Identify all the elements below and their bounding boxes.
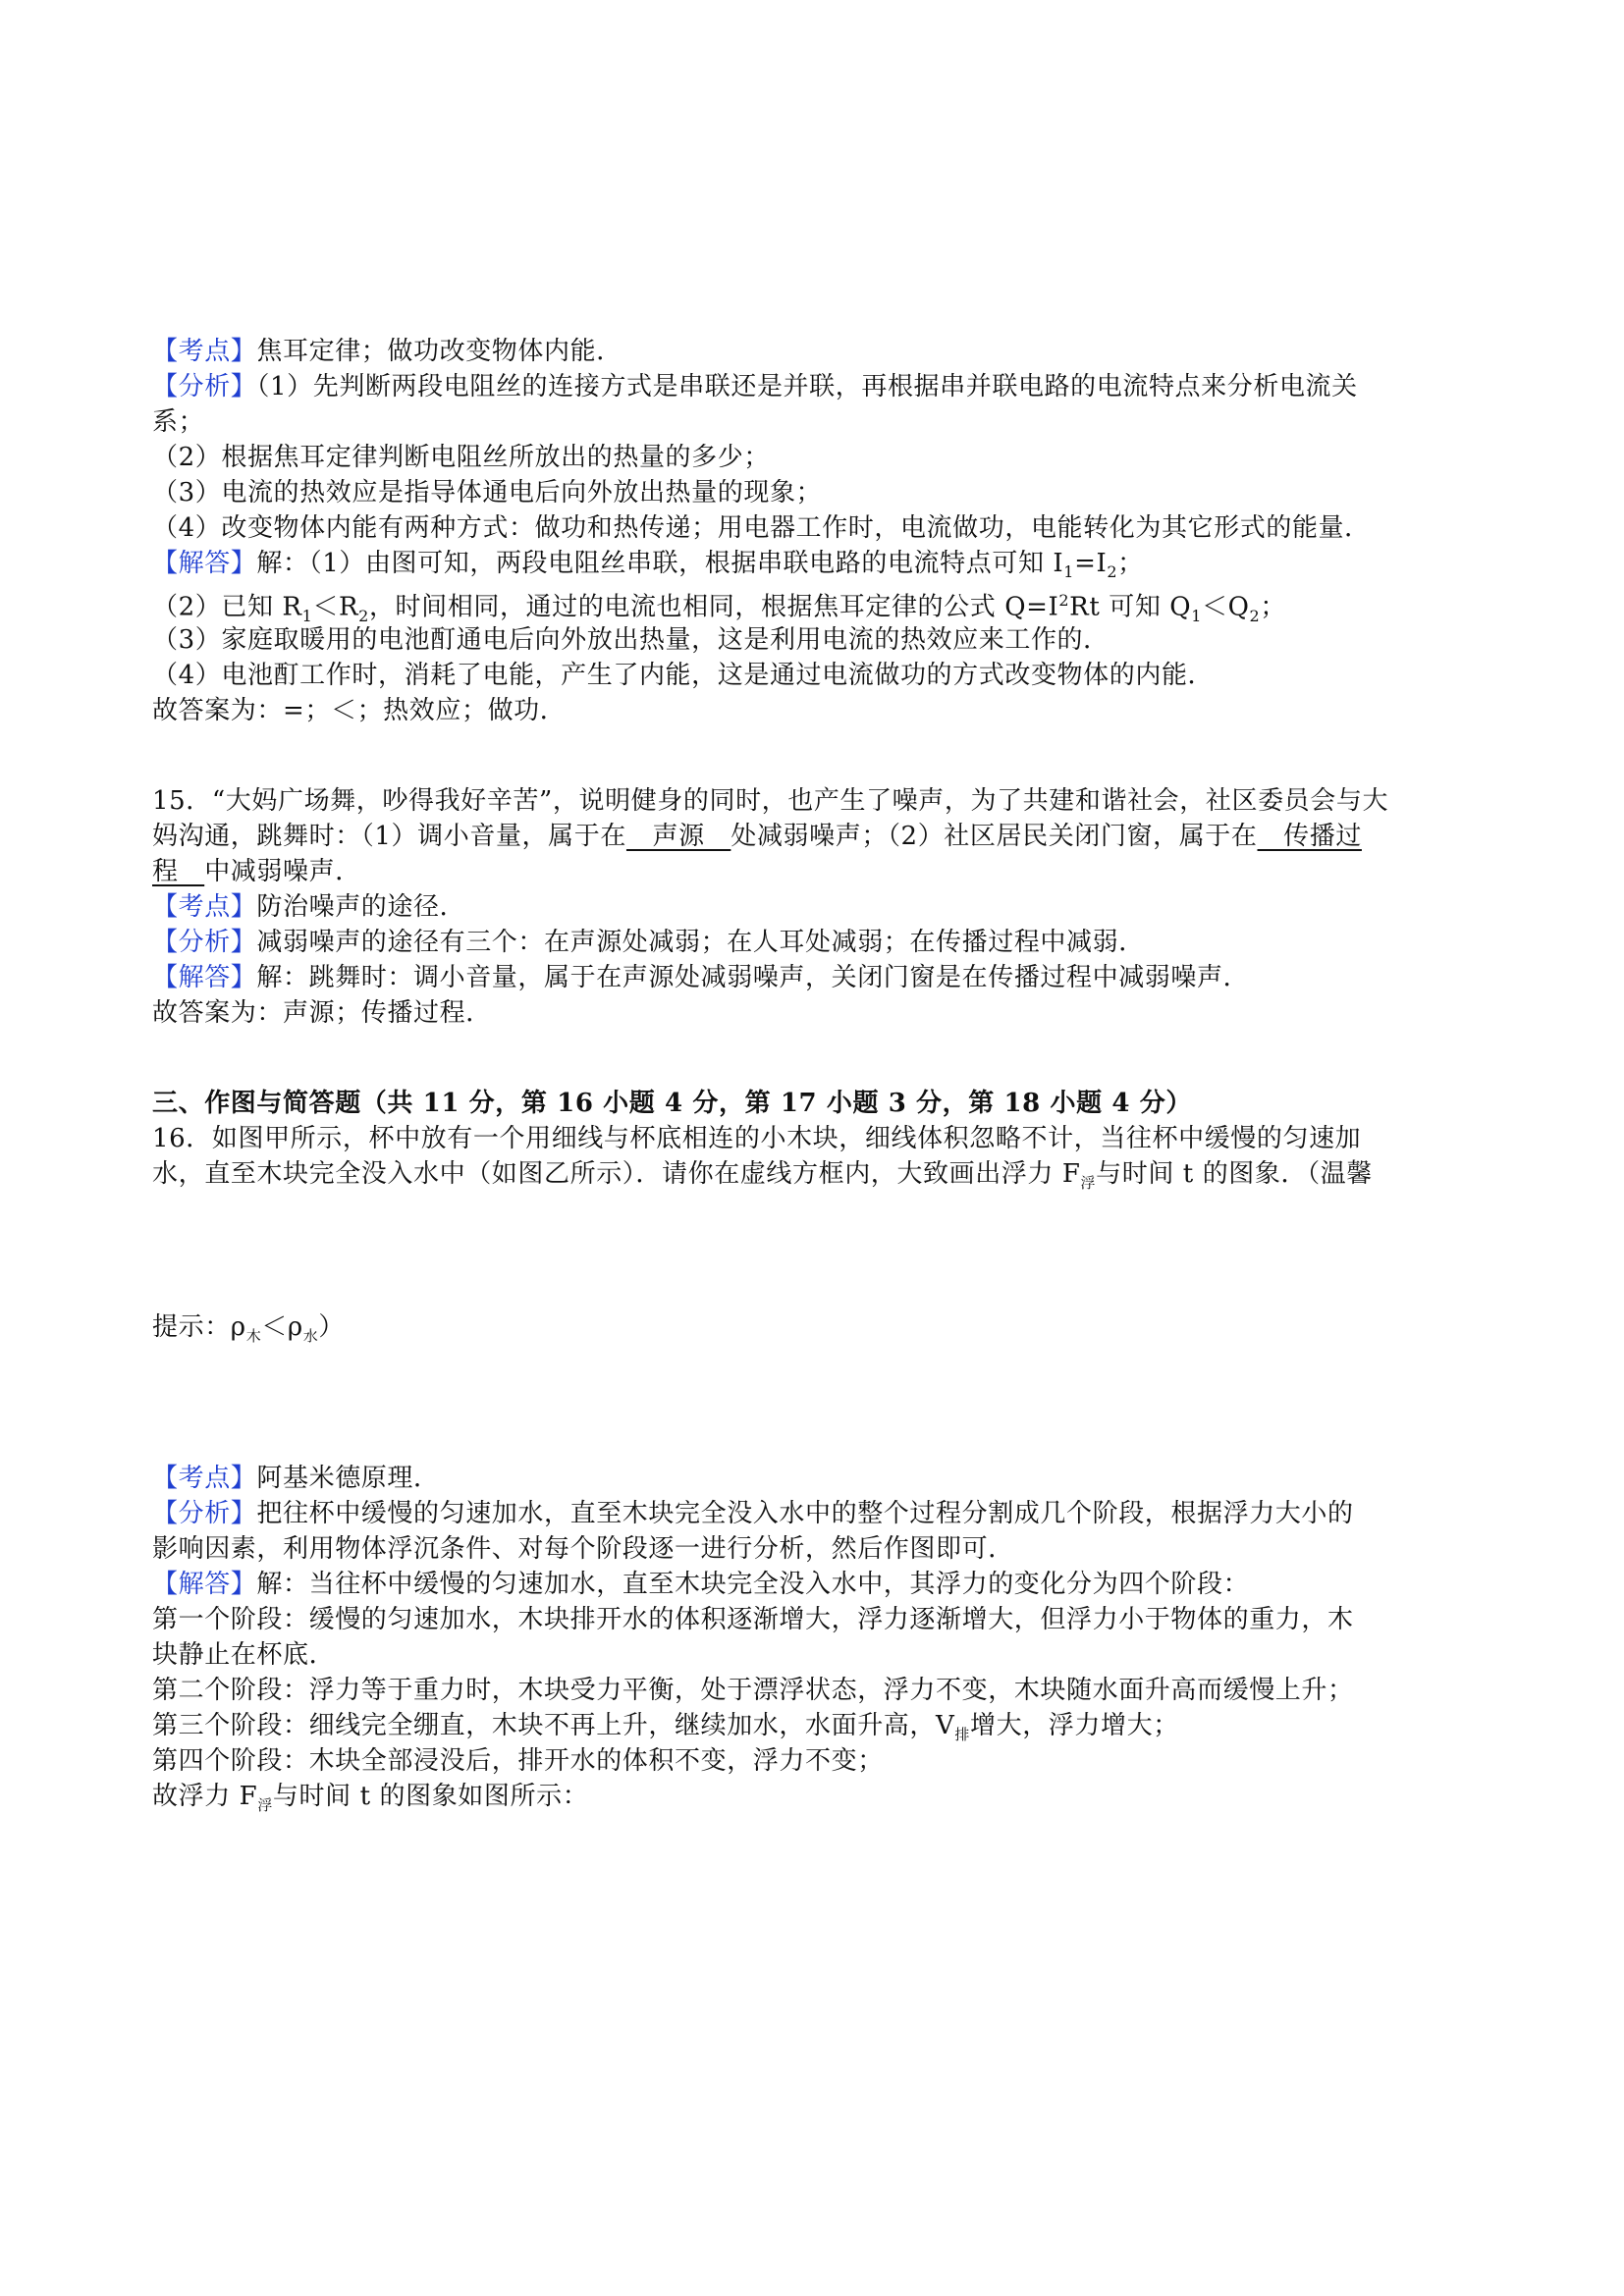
fenxi-tag: 【分析】 xyxy=(152,372,257,401)
q16-stage-4: 第四个阶段：木块全部浸没后，排开水的体积不变，浮力不变； xyxy=(152,1746,884,1776)
q15-stem-1: 15．“大妈广场舞，吵得我好辛苦”，说明健身的同时，也产生了噪声，为了共建和谐社会，社区委员会与大 xyxy=(152,786,1389,816)
q16-jieda: 【解答】解：当往杯中缓慢的匀速加水，直至木块完全没入水中，其浮力的变化分为四个阶段： xyxy=(152,1570,1250,1599)
q14-fenxi-3: （3）电流的热效应是指导体通电后向外放出热量的现象； xyxy=(152,478,823,507)
q15-stem-2: 妈沟通，跳舞时：（1）调小音量，属于在 声源 处减弱噪声；（2）社区居民关闭门窗，属于在 传播过 xyxy=(152,822,1362,851)
q14-fenxi-4: （4）改变物体内能有两种方式：做功和热传递；用电器工作时，电流做功，电能转化为其它形式的能量． xyxy=(152,513,1371,543)
jieda-tag: 【解答】 xyxy=(152,963,257,992)
q14-jieda-3: （3）家庭取暖用的电池酊通电后向外放出热量，这是利用电流的热效应来工作的． xyxy=(152,625,1110,655)
q15-answer: 故答案为：声源；传播过程． xyxy=(152,998,492,1028)
section-3-heading: 三、作图与简答题（共 11 分，第 16 小题 4 分，第 17 小题 3 分，第 18 小题 4 分） xyxy=(152,1089,1192,1118)
jieda-tag: 【解答】 xyxy=(152,1570,257,1599)
q15-jieda: 【解答】解：跳舞时：调小音量，属于在声源处减弱噪声，关闭门窗是在传播过程中减弱噪声． xyxy=(152,963,1250,992)
kaodian-tag: 【考点】 xyxy=(152,1464,257,1493)
q16-stage-3: 第三个阶段：细线完全绷直，木块不再上升，继续加水，水面升高，$V_排$增大，浮力增大； xyxy=(152,1711,1179,1743)
q16-stem-2: 水，直至木块完全没入水中（如图乙所示）．请你在虚线方框内，大致画出浮力 $F_浮$与时间 t 的图象．（温馨 xyxy=(152,1159,1373,1192)
jieda-tag: 【解答】 xyxy=(152,549,257,578)
q15-fenxi: 【分析】减弱噪声的途径有三个：在声源处减弱；在人耳处减弱；在传播过程中减弱． xyxy=(152,928,1145,957)
q14-fenxi-2: （2）根据焦耳定律判断电阻丝所放出的热量的多少； xyxy=(152,443,770,472)
q14-fenxi-1b: 系； xyxy=(152,407,205,437)
q16-conclusion: 故浮力 $F_浮$与时间 t 的图象如图所示： xyxy=(152,1782,589,1814)
q14-kaodian: 【考点】焦耳定律；做功改变物体内能． xyxy=(152,337,623,366)
q16-stage-1a: 第一个阶段：缓慢的匀速加水，木块排开水的体积逐渐增大，浮力逐渐增大，但浮力小于物体的重力，木 xyxy=(152,1605,1354,1634)
answer-blank-1: 声源 xyxy=(625,822,731,851)
q16-stage-1b: 块静止在杯底． xyxy=(152,1640,336,1670)
q14-jieda-4: （4）电池酊工作时，消耗了电能，产生了内能，这是通过电流做功的方式改变物体的内能． xyxy=(152,661,1215,690)
kaodian-tag: 【考点】 xyxy=(152,892,257,922)
q14-answer: 故答案为：=；＜；热效应；做功． xyxy=(152,696,567,725)
q16-stage-2: 第二个阶段：浮力等于重力时，木块受力平衡，处于漂浮状态，浮力不变，木块随水面升高而缓慢上升； xyxy=(152,1676,1354,1705)
q15-kaodian: 【考点】防治噪声的途径． xyxy=(152,892,466,922)
fenxi-tag: 【分析】 xyxy=(152,928,257,957)
kaodian-tag: 【考点】 xyxy=(152,337,257,366)
q14-jieda-2: （2）已知 $R_1<R_2$，时间相同，通过的电流也相同，根据焦耳定律的公式 $Q=I^2Rt$ 可知 $Q_1<Q_2$； xyxy=(152,591,1286,625)
fenxi-tag: 【分析】 xyxy=(152,1499,257,1528)
answer-blank-2: 传播过 xyxy=(1257,822,1362,851)
q14-jieda-1: 【解答】解：（1）由图可知，两段电阻丝串联，根据串联电路的电流特点可知 $I_1=I_2$； xyxy=(152,549,1144,582)
q16-kaodian: 【考点】阿基米德原理． xyxy=(152,1464,440,1493)
q16-fenxi-1: 【分析】把往杯中缓慢的匀速加水，直至木块完全没入水中的整个过程分割成几个阶段，根据浮力大小的 xyxy=(152,1499,1354,1528)
q16-stem-1: 16．如图甲所示，杯中放有一个用细线与杯底相连的小木块，细线体积忽略不计，当往杯中缓慢的匀速加 xyxy=(152,1124,1362,1153)
answer-blank-2-cont: 程 xyxy=(152,857,205,886)
q14-fenxi-1: 【分析】（1）先判断两段电阻丝的连接方式是串联还是并联，再根据串并联电路的电流特点来分析电流关 xyxy=(152,372,1358,401)
q16-fenxi-2: 影响因素，利用物体浮沉条件、对每个阶段逐一进行分析，然后作图即可． xyxy=(152,1534,1014,1564)
q15-stem-3: 程 中减弱噪声． xyxy=(152,857,361,886)
q16-hint: 提示：$\rho_木<\rho_水$） xyxy=(152,1312,346,1345)
